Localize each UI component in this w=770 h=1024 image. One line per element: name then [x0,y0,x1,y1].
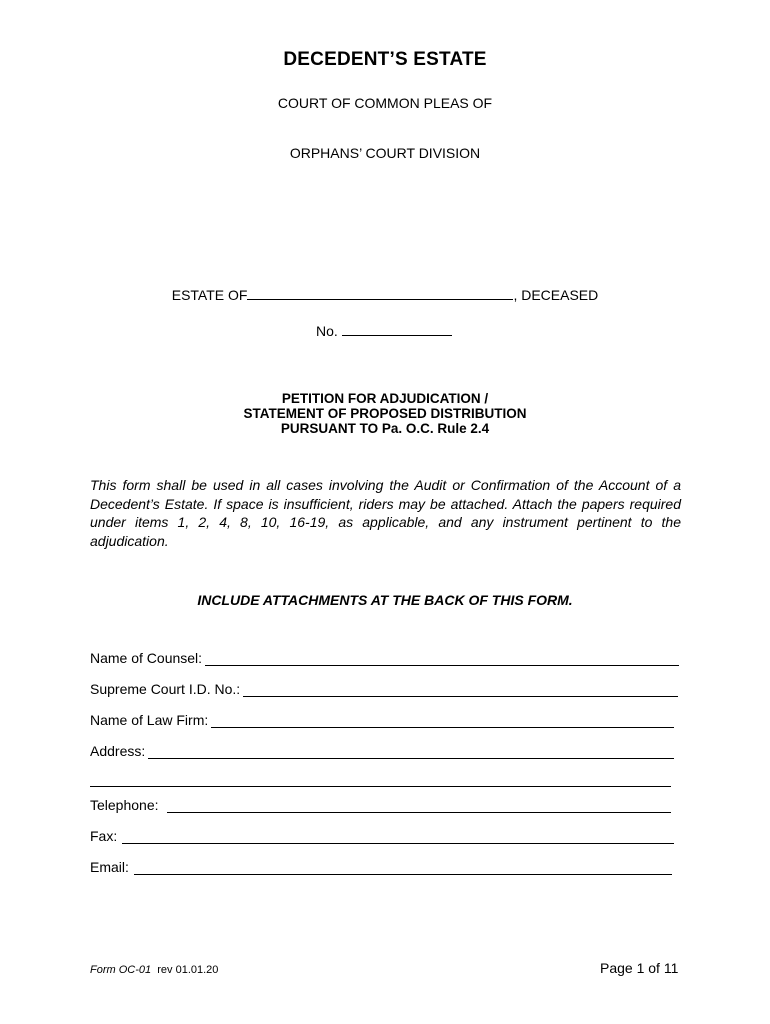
telephone-label: Telephone: [90,797,159,813]
email-label: Email: [90,859,129,875]
page-number: Page 1 of 11 [600,960,679,976]
name-of-counsel-field[interactable] [205,653,679,666]
telephone-row [90,797,671,813]
court-heading: COURT OF COMMON PLEAS OF [277,95,493,111]
name-of-counsel-row [90,650,679,666]
email-row [90,859,672,875]
estate-of-label: ESTATE OF [171,287,248,303]
decedent-name-field[interactable] [247,286,513,300]
petition-heading-line-1: PETITION FOR ADJUDICATION / [281,391,489,406]
address-line-2-field[interactable] [90,774,671,787]
address-line-2-row [90,774,671,787]
form-revision: rev 01.01.20 [157,964,219,976]
supreme-court-id-row [90,681,678,697]
deceased-label: , DECEASED [513,287,599,303]
telephone-field[interactable] [167,800,671,813]
petition-heading-line-2: STATEMENT OF PROPOSED DISTRIBUTION [243,406,527,421]
case-number-label: No. [316,323,338,339]
supreme-court-id-field[interactable] [243,684,678,697]
email-field[interactable] [134,862,672,875]
case-number-field[interactable] [342,322,452,336]
form-id-footer [90,964,218,976]
fax-field[interactable] [122,831,674,844]
supreme-court-id-label: Supreme Court I.D. No.: [90,681,241,697]
address-field[interactable] [148,746,674,759]
instructions-paragraph: This form shall be used in all cases involving the Audit or Confirmation of the Account of a Decedent’s Estate. If space is insufficient, riders may be attached. Attach the papers required under items 1, 2, 4, 8, 10, 16-19, as applicable, and any instrument pertinent to the adjudication. [90,477,681,549]
law-firm-row [90,712,674,728]
name-of-counsel-label: Name of Counsel: [90,650,203,666]
fax-row [90,828,674,844]
law-firm-label: Name of Law Firm: [90,712,209,728]
case-number-line [316,322,452,339]
document-title: DECEDENT’S ESTATE [283,49,487,70]
division-heading: ORPHANS’ COURT DIVISION [289,145,481,161]
form-id: Form OC-01 [90,964,152,976]
estate-of-line [0,286,770,303]
petition-heading [0,391,770,436]
address-row [90,743,674,759]
law-firm-field[interactable] [211,715,674,728]
address-label: Address: [90,743,146,759]
petition-heading-line-3: PURSUANT TO Pa. O.C. Rule 2.4 [280,421,490,436]
fax-label: Fax: [90,828,118,844]
attachments-note: INCLUDE ATTACHMENTS AT THE BACK OF THIS FORM. [197,592,573,608]
